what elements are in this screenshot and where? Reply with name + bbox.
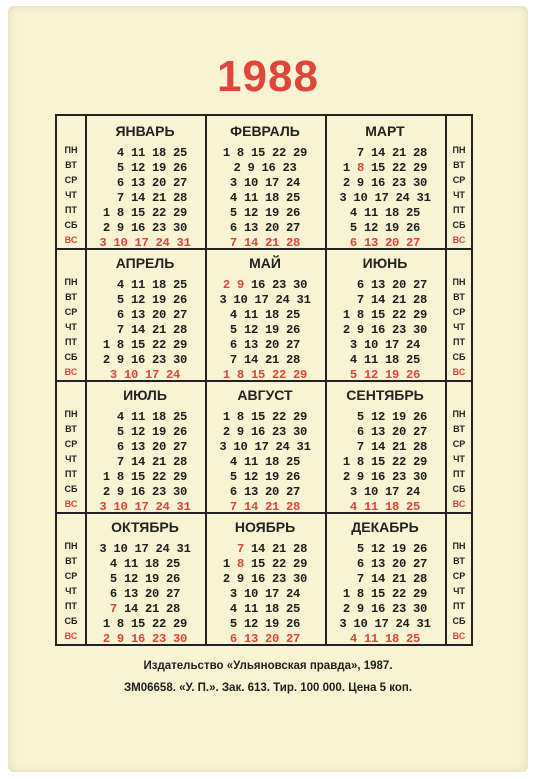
weekday-label: ПТ (65, 205, 77, 215)
week-row: 2 9 16 23 30 (342, 470, 428, 484)
week-row: 4 11 18 25 (349, 206, 421, 220)
week-row: 6 13 20 27 (342, 557, 428, 571)
weekday-label: ПТ (453, 205, 465, 215)
week-row: 1 8 15 22 29 (342, 587, 428, 601)
month-name: ФЕВРАЛЬ (230, 123, 300, 139)
week-row: 6 13 20 27 (102, 440, 188, 454)
weekday-label: ВТ (453, 556, 465, 566)
week-row: 6 13 20 27 (349, 236, 421, 250)
week-row: 2 9 16 23 30 (342, 602, 428, 616)
month-block (325, 116, 445, 251)
weekday-label: ВТ (65, 160, 77, 170)
week-row: 6 13 20 27 (102, 308, 188, 322)
week-row: 1 8 15 22 29 (102, 206, 188, 220)
weekday-label: ЧТ (453, 454, 465, 464)
month-block (85, 512, 205, 647)
week-row: 6 13 20 27 (229, 632, 301, 646)
week-row: 3 10 17 24 31 (99, 500, 191, 514)
week-row: 2 9 16 23 30 (222, 572, 308, 586)
month-name: ЯНВАРЬ (115, 123, 175, 139)
publisher-line: Издательство «Ульяновская правда», 1987. (143, 660, 393, 672)
month-name: ИЮНЬ (362, 255, 408, 271)
weekday-label: СБ (452, 484, 466, 494)
weekday-label: СР (64, 175, 78, 185)
week-row: 5 12 19 26 (229, 470, 301, 484)
week-row: 3 10 17 24 31 (219, 440, 311, 454)
week-row: 2 9 16 23 30 (102, 353, 188, 367)
calendar-year: 1988 (217, 52, 319, 101)
weekday-column (445, 275, 473, 380)
week-row: 7 14 21 28 (342, 293, 428, 307)
month-name: АВГУСТ (237, 387, 293, 403)
week-row: 6 13 20 27 (102, 176, 188, 190)
month-name: ИЮЛЬ (123, 387, 167, 403)
week-row: 4 11 18 25 (229, 191, 301, 205)
weekday-label: ЧТ (65, 454, 77, 464)
month-block (205, 116, 325, 251)
weekday-label: ВС (64, 235, 78, 245)
weekday-label: ВС (452, 367, 466, 377)
month-block (205, 248, 325, 383)
week-row: 4 11 18 25 (109, 557, 181, 571)
weekday-label: ВС (452, 499, 466, 509)
weekday-label: СР (452, 175, 466, 185)
weekday-label: ВТ (65, 556, 77, 566)
week-row: 7 14 21 28 (342, 440, 428, 454)
week-row: 1 8 15 22 29 (102, 617, 188, 631)
weekday-label: ВТ (65, 424, 77, 434)
week-row: 1 8 15 22 29 (342, 308, 428, 322)
month-block (85, 380, 205, 515)
weekday-label: ПН (64, 277, 78, 287)
week-row: 6 13 20 27 (109, 587, 181, 601)
week-row: 2 9 16 23 30 (342, 176, 428, 190)
week-row: 3 10 17 24 (229, 587, 301, 601)
week-row: 6 13 20 27 (342, 425, 428, 439)
weekday-label: ПН (452, 277, 466, 287)
weekday-label: ПН (452, 145, 466, 155)
holiday-date: 9 (236, 278, 244, 292)
week-row: 7 14 21 28 (102, 323, 188, 337)
weekday-column (445, 407, 473, 512)
week-row: 3 10 17 24 31 (339, 191, 431, 205)
month-name: СЕНТЯБРЬ (346, 387, 424, 403)
weekday-label: ПН (64, 541, 78, 551)
week-row: 5 12 19 26 (109, 572, 181, 586)
week-row: 4 11 18 25 (349, 353, 421, 367)
week-row: 3 10 17 24 (349, 485, 421, 499)
week-row: 3 10 17 24 (109, 368, 181, 382)
week-row: 2 9 16 23 30 (222, 425, 308, 439)
weekday-label: СБ (64, 616, 78, 626)
month-name: ДЕКАБРЬ (351, 519, 419, 535)
weekday-label: ПН (64, 409, 78, 419)
weekday-column (57, 407, 85, 512)
week-row: 5 12 19 26 (229, 206, 301, 220)
week-row: 2 9 16 23 30 (342, 323, 428, 337)
weekday-label: ВС (64, 367, 78, 377)
week-row: 1 8 15 22 29 (222, 146, 308, 160)
week-row: 7 14 21 28 (109, 602, 181, 616)
month-name: ОКТЯБРЬ (111, 519, 179, 535)
week-row: 1 8 15 22 29 (342, 161, 428, 175)
week-row: 3 10 17 24 (349, 338, 421, 352)
month-block (325, 512, 445, 647)
holiday-date: 8 (356, 161, 364, 175)
week-row: 2 9 16 23 30 (102, 221, 188, 235)
week-row: 1 8 15 22 29 (102, 338, 188, 352)
weekday-label: ПН (452, 409, 466, 419)
week-row: 3 10 17 24 31 (99, 236, 191, 250)
week-row: 6 13 20 27 (342, 278, 428, 292)
weekday-label: ВТ (453, 292, 465, 302)
weekday-label: ПТ (65, 601, 77, 611)
weekday-column (57, 143, 85, 248)
month-block (205, 512, 325, 647)
month-block (85, 248, 205, 383)
week-row: 5 12 19 26 (229, 323, 301, 337)
week-row: 3 10 17 24 31 (99, 542, 191, 556)
weekday-label: ПН (452, 541, 466, 551)
weekday-label: СБ (452, 220, 466, 230)
weekday-label: ВТ (453, 424, 465, 434)
holiday-date: 2 (222, 278, 230, 292)
weekday-label: ВС (64, 499, 78, 509)
week-row: 2 9 16 23 30 (102, 632, 188, 646)
week-row: 7 14 21 28 (236, 542, 308, 556)
week-row: 2 9 16 23 30 (222, 278, 308, 292)
month-name: МАРТ (365, 123, 405, 139)
week-row: 3 10 17 24 (229, 176, 301, 190)
weekday-label: СБ (64, 352, 78, 362)
week-row: 4 11 18 25 (229, 308, 301, 322)
week-row: 1 8 15 22 29 (102, 470, 188, 484)
weekday-label: СР (452, 571, 466, 581)
weekday-label: ПТ (453, 601, 465, 611)
holiday-date: 7 (236, 542, 244, 556)
week-row: 4 11 18 25 (229, 455, 301, 469)
week-row: 5 12 19 26 (349, 368, 421, 382)
weekday-label: СБ (452, 616, 466, 626)
week-row: 1 8 15 22 29 (222, 410, 308, 424)
month-block (205, 380, 325, 515)
weekday-label: ЧТ (453, 586, 465, 596)
week-row: 2 9 16 23 (233, 161, 297, 175)
calendar-grid (55, 114, 473, 646)
weekday-label: ВС (452, 235, 466, 245)
weekday-column (57, 539, 85, 644)
week-row: 6 13 20 27 (229, 485, 301, 499)
week-row: 5 12 19 26 (102, 161, 188, 175)
week-row: 7 14 21 28 (229, 236, 301, 250)
week-row: 2 9 16 23 30 (102, 485, 188, 499)
week-row: 7 14 21 28 (102, 191, 188, 205)
week-row: 5 12 19 26 (342, 542, 428, 556)
month-name: МАЙ (249, 255, 281, 271)
week-row: 4 11 18 25 (349, 500, 421, 514)
week-row: 7 14 21 28 (342, 572, 428, 586)
weekday-label: СР (452, 439, 466, 449)
week-row: 6 13 20 27 (229, 338, 301, 352)
weekday-label: ЧТ (453, 322, 465, 332)
weekday-label: ПТ (65, 337, 77, 347)
weekday-label: ПТ (453, 337, 465, 347)
week-row: 4 11 18 25 (102, 146, 188, 160)
weekday-label: СР (64, 571, 78, 581)
week-row: 5 12 19 26 (342, 410, 428, 424)
weekday-label: СБ (452, 352, 466, 362)
weekday-label: СБ (64, 220, 78, 230)
weekday-label: СБ (64, 484, 78, 494)
week-row: 5 12 19 26 (102, 293, 188, 307)
week-row: 4 11 18 25 (349, 632, 421, 646)
weekday-label: СР (452, 307, 466, 317)
weekday-label: ЧТ (65, 322, 77, 332)
weekday-column (445, 539, 473, 644)
weekday-label: ЧТ (65, 190, 77, 200)
weekday-label: ПТ (65, 469, 77, 479)
month-block (325, 380, 445, 515)
weekday-column (445, 143, 473, 248)
week-row: 3 10 17 24 31 (339, 617, 431, 631)
month-name: АПРЕЛЬ (115, 255, 175, 271)
weekday-label: ЧТ (453, 190, 465, 200)
week-row: 5 12 19 26 (229, 617, 301, 631)
weekday-label: ПТ (453, 469, 465, 479)
weekday-label: ВТ (453, 160, 465, 170)
week-row: 7 14 21 28 (229, 353, 301, 367)
month-block (325, 248, 445, 383)
weekday-label: ВС (452, 631, 466, 641)
weekday-label: ВТ (65, 292, 77, 302)
weekday-label: СР (64, 307, 78, 317)
weekday-label: ЧТ (65, 586, 77, 596)
week-row: 5 12 19 26 (349, 221, 421, 235)
week-row: 1 8 15 22 29 (342, 455, 428, 469)
week-row: 4 11 18 25 (102, 278, 188, 292)
week-row: 7 14 21 28 (342, 146, 428, 160)
week-row: 3 10 17 24 31 (219, 293, 311, 307)
week-row: 4 11 18 25 (102, 410, 188, 424)
week-row: 7 14 21 28 (102, 455, 188, 469)
weekday-column (57, 275, 85, 380)
week-row: 1 8 15 22 29 (222, 368, 308, 382)
month-name: НОЯБРЬ (234, 519, 296, 535)
week-row: 1 8 15 22 29 (222, 557, 308, 571)
week-row: 6 13 20 27 (229, 221, 301, 235)
month-block (85, 116, 205, 251)
week-row: 5 12 19 26 (102, 425, 188, 439)
week-row: 4 11 18 25 (229, 602, 301, 616)
weekday-label: СР (64, 439, 78, 449)
weekday-label: ПН (64, 145, 78, 155)
weekday-label: ВС (64, 631, 78, 641)
print-info-line: ЗМ06658. «У. П.». Зак. 613. Тир. 100 000. Цена 5 коп. (123, 682, 413, 694)
holiday-date: 7 (109, 602, 117, 616)
week-row: 7 14 21 28 (229, 500, 301, 514)
holiday-date: 8 (236, 557, 244, 571)
